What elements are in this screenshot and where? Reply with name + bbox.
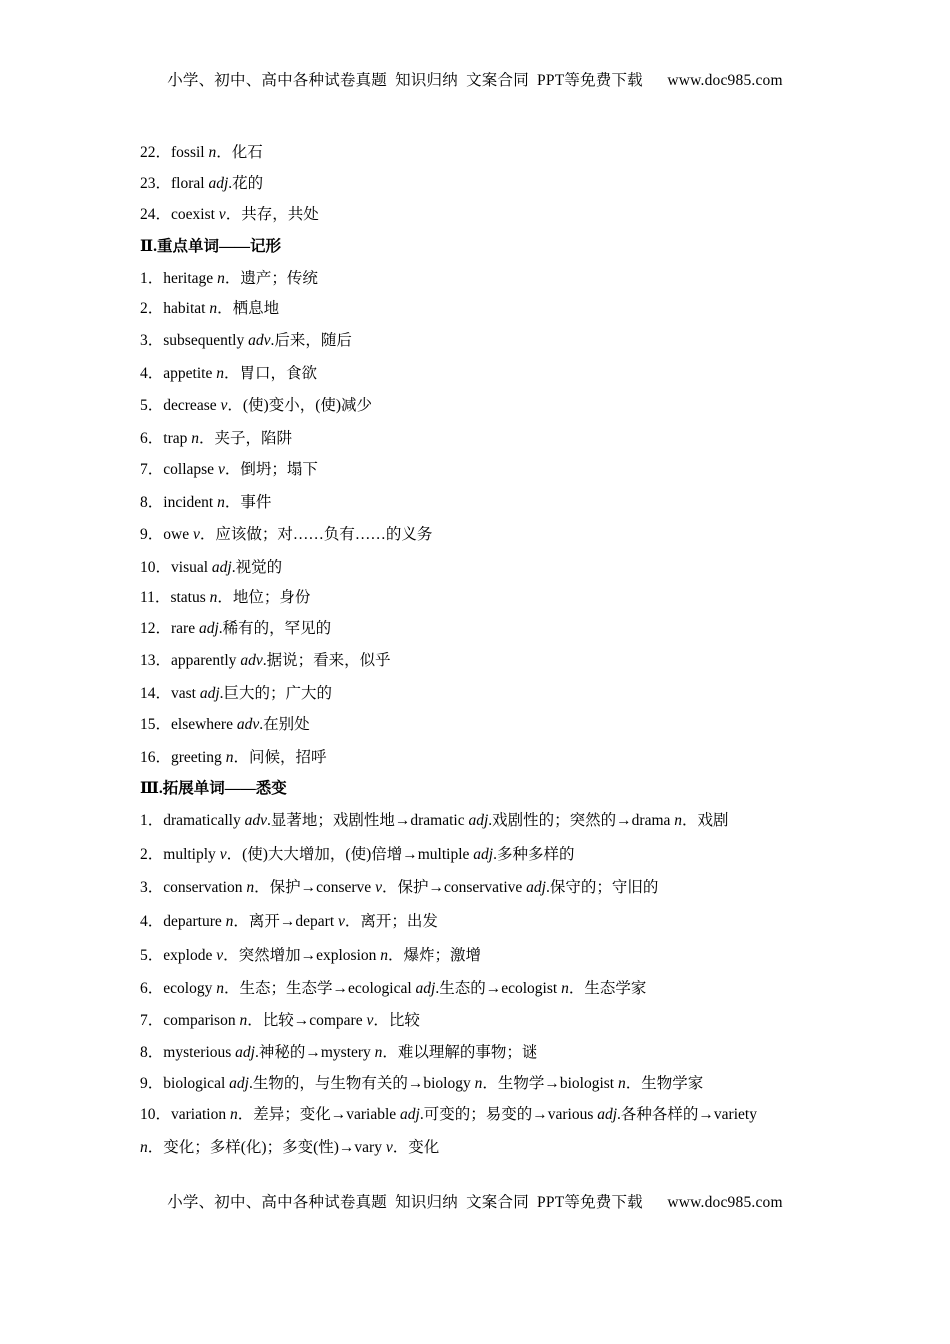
part-of-speech: n xyxy=(140,1139,148,1156)
entry-number: 14． xyxy=(140,685,172,702)
entry-text: .显著地；戏剧性地→dramatic xyxy=(267,812,469,829)
entry-separator: ． xyxy=(199,430,215,447)
part-of-speech: v xyxy=(217,461,225,478)
derivation-entry xyxy=(140,810,729,832)
part-of-speech: adj xyxy=(526,879,546,896)
part-of-speech: adv xyxy=(244,812,267,829)
part-of-speech: adj xyxy=(211,559,232,576)
part-of-speech: n xyxy=(374,1044,383,1061)
part-of-speech: adj xyxy=(199,685,220,702)
vocab-entry xyxy=(140,524,432,546)
section-heading xyxy=(140,236,281,258)
entry-text: ．保护→conservative xyxy=(381,879,527,896)
vocab-entry xyxy=(140,204,319,226)
entry-meaning: 倒坍；塌下 xyxy=(240,461,318,478)
vocab-entry xyxy=(140,298,279,320)
entry-text: .各种各样的→variety xyxy=(617,1106,757,1123)
part-of-speech: v xyxy=(192,526,200,543)
part-of-speech: n xyxy=(225,749,234,766)
entry-number: 5． xyxy=(140,397,164,414)
entry-separator: . xyxy=(231,559,236,576)
part-of-speech: adj xyxy=(468,812,489,829)
entry-number: 2． xyxy=(140,846,164,863)
entry-separator: . xyxy=(262,652,267,669)
vocab-entry xyxy=(140,618,331,640)
derivation-entry xyxy=(140,877,658,899)
entry-text: ．变化；多样(化)；多变(性)→vary xyxy=(147,1139,386,1156)
entry-text: ．(使)大大增加，(使)倍增→multiple xyxy=(226,846,474,863)
entry-text: ．保护→conserve xyxy=(254,879,376,896)
entry-separator: ． xyxy=(216,144,232,161)
entry-text: .保守的；守旧的 xyxy=(545,879,659,896)
entry-separator: ． xyxy=(223,365,240,382)
part-of-speech: n xyxy=(246,879,255,896)
entry-meaning: 视觉的 xyxy=(235,559,283,576)
entry-number: 3． xyxy=(140,879,164,896)
part-of-speech: n xyxy=(208,144,217,161)
page-footer xyxy=(0,1190,950,1212)
entry-word: heritage xyxy=(163,270,218,287)
part-of-speech: v xyxy=(218,206,226,223)
entry-meaning: 据说；看来，似乎 xyxy=(266,652,391,669)
entry-number: 10． xyxy=(140,1106,172,1123)
footer-site: www.doc985.com xyxy=(667,1194,783,1211)
entry-meaning: 问候，招呼 xyxy=(248,749,327,766)
entry-word: status xyxy=(170,589,210,606)
part-of-speech: adj xyxy=(235,1044,255,1061)
vocab-entry xyxy=(140,363,317,385)
entry-number: 24． xyxy=(140,206,172,223)
part-of-speech: n xyxy=(617,1075,626,1092)
entry-text: variation xyxy=(171,1106,230,1123)
entry-meaning: 后来，随后 xyxy=(274,332,352,349)
part-of-speech: n xyxy=(561,980,569,997)
entry-number: 22． xyxy=(140,144,172,161)
entry-number: 13． xyxy=(140,652,172,669)
footer-text: 小学、初中、高中各种试卷真题 知识归纳 文案合同 PPT等免费下载 xyxy=(167,1194,643,1211)
part-of-speech: v xyxy=(338,913,345,930)
entry-number: 7． xyxy=(140,1012,164,1029)
entry-meaning: 地位；身份 xyxy=(232,589,311,606)
entry-word: collapse xyxy=(163,461,218,478)
part-of-speech: v xyxy=(375,879,382,896)
part-of-speech: n xyxy=(209,300,218,317)
entry-text: ．离开→depart xyxy=(233,913,339,930)
vocab-entry xyxy=(140,747,326,769)
derivation-entry xyxy=(140,978,646,1000)
entry-text: ．比较→compare xyxy=(247,1012,367,1029)
entry-text: ．差异；变化→variable xyxy=(237,1106,401,1123)
derivation-entry-continued xyxy=(140,1137,439,1159)
part-of-speech: adj xyxy=(473,846,494,863)
vocab-entry xyxy=(140,142,263,164)
entry-text: ．生物学家 xyxy=(625,1075,704,1092)
entry-meaning: 巨大的；广大的 xyxy=(223,685,333,702)
part-of-speech: adv xyxy=(240,652,263,669)
entry-number: 4． xyxy=(140,365,164,382)
section-title: Ⅲ.拓展单词——悉变 xyxy=(140,780,287,797)
entry-text: explode xyxy=(163,947,217,964)
entry-number: 9． xyxy=(140,1075,164,1092)
header-site: www.doc985.com xyxy=(667,72,783,89)
entry-number: 1． xyxy=(140,812,164,829)
entry-meaning: 共存，共处 xyxy=(241,206,319,223)
entry-number: 7． xyxy=(140,461,164,478)
derivation-entry xyxy=(140,945,481,967)
entry-word: appetite xyxy=(163,365,217,382)
entry-separator: ． xyxy=(227,397,243,414)
entry-separator: ． xyxy=(225,206,242,223)
entry-separator: ． xyxy=(224,270,241,287)
entry-number: 8． xyxy=(140,494,164,511)
entry-number: 6． xyxy=(140,430,164,447)
part-of-speech: adj xyxy=(597,1106,618,1123)
entry-text: comparison xyxy=(163,1012,240,1029)
derivation-entry xyxy=(140,844,574,866)
entry-number: 12． xyxy=(140,620,172,637)
entry-text: .神秘的→mystery xyxy=(254,1044,375,1061)
entry-word: apparently xyxy=(171,652,241,669)
entry-text: .生物的，与生物有关的→biology xyxy=(248,1075,475,1092)
part-of-speech: n xyxy=(217,494,225,511)
entry-meaning: 事件 xyxy=(240,494,272,511)
entry-text: .可变的；易变的→various xyxy=(419,1106,598,1123)
part-of-speech: v xyxy=(385,1139,393,1156)
entry-word: visual xyxy=(171,559,212,576)
entry-word: coexist xyxy=(171,206,219,223)
entry-separator: ． xyxy=(224,494,241,511)
part-of-speech: adj xyxy=(229,1075,249,1092)
entry-word: incident xyxy=(163,494,218,511)
entry-word: owe xyxy=(163,526,193,543)
entry-separator: . xyxy=(259,716,264,733)
derivation-entry xyxy=(140,1104,757,1126)
entry-text: dramatically xyxy=(163,812,245,829)
vocab-entry xyxy=(140,587,310,609)
entry-number: 2． xyxy=(140,300,164,317)
derivation-entry xyxy=(140,911,438,933)
vocab-entry xyxy=(140,683,332,705)
entry-separator: . xyxy=(228,175,233,192)
vocab-entry xyxy=(140,714,310,736)
entry-separator: ． xyxy=(224,461,241,478)
vocab-entry xyxy=(140,330,352,352)
entry-meaning: 在别处 xyxy=(263,716,310,733)
part-of-speech: v xyxy=(216,947,224,964)
entry-meaning: 胃口，食欲 xyxy=(239,365,317,382)
entry-separator: ． xyxy=(199,526,216,543)
entry-word: subsequently xyxy=(163,332,249,349)
part-of-speech: n xyxy=(191,430,199,447)
part-of-speech: n xyxy=(225,913,234,930)
entry-word: greeting xyxy=(171,749,226,766)
part-of-speech: adj xyxy=(198,620,219,637)
entry-number: 11． xyxy=(140,589,171,606)
derivation-entry xyxy=(140,1073,703,1095)
entry-text: ．离开；出发 xyxy=(344,913,438,930)
vocab-entry xyxy=(140,173,263,195)
header-text: 小学、初中、高中各种试卷真题 知识归纳 文案合同 PPT等免费下载 xyxy=(167,72,643,89)
entry-number: 23． xyxy=(140,175,172,192)
entry-number: 3． xyxy=(140,332,164,349)
entry-separator: . xyxy=(218,620,223,637)
entry-text: ．生态；生态学→ecological xyxy=(223,980,416,997)
vocab-entry xyxy=(140,268,318,290)
entry-word: decrease xyxy=(163,397,221,414)
entry-meaning: 化石 xyxy=(231,144,263,161)
derivation-entry xyxy=(140,1042,537,1064)
part-of-speech: n xyxy=(674,812,683,829)
entry-meaning: 夹子，陷阱 xyxy=(214,430,293,447)
entry-text: ．戏剧 xyxy=(682,812,729,829)
entry-text: .多种多样的 xyxy=(493,846,575,863)
entry-number: 6． xyxy=(140,980,164,997)
entry-word: vast xyxy=(171,685,200,702)
entry-word: rare xyxy=(171,620,199,637)
entry-separator: ． xyxy=(217,589,233,606)
vocab-entry xyxy=(140,557,282,579)
entry-number: 1． xyxy=(140,270,164,287)
entry-meaning: 稀有的，罕见的 xyxy=(222,620,332,637)
section-title: Ⅱ.重点单词——记形 xyxy=(140,238,281,255)
part-of-speech: n xyxy=(380,947,389,964)
entry-text: ecology xyxy=(163,980,217,997)
entry-word: floral xyxy=(171,175,209,192)
entry-number: 15． xyxy=(140,716,172,733)
part-of-speech: n xyxy=(217,270,225,287)
entry-number: 8． xyxy=(140,1044,164,1061)
part-of-speech: adj xyxy=(415,980,436,997)
entry-number: 9． xyxy=(140,526,164,543)
entry-text: ．爆炸；激增 xyxy=(388,947,482,964)
entry-word: habitat xyxy=(163,300,210,317)
part-of-speech: adv xyxy=(236,716,260,733)
entry-text: mysterious xyxy=(163,1044,236,1061)
entry-text: conservation xyxy=(163,879,247,896)
vocab-entry xyxy=(140,459,318,481)
entry-text: biological xyxy=(163,1075,230,1092)
part-of-speech: v xyxy=(220,397,228,414)
entry-meaning: 应该做；对……负有……的义务 xyxy=(215,526,433,543)
entry-separator: ． xyxy=(233,749,249,766)
entry-meaning: 花的 xyxy=(232,175,264,192)
entry-number: 10． xyxy=(140,559,172,576)
part-of-speech: v xyxy=(366,1012,374,1029)
entry-separator: . xyxy=(270,332,275,349)
part-of-speech: n xyxy=(239,1012,248,1029)
page-header xyxy=(0,68,950,90)
entry-text: ．比较 xyxy=(373,1012,420,1029)
part-of-speech: n xyxy=(229,1106,238,1123)
entry-number: 5． xyxy=(140,947,164,964)
vocab-entry xyxy=(140,492,271,514)
section-heading xyxy=(140,778,287,800)
entry-meaning: 栖息地 xyxy=(232,300,280,317)
entry-word: trap xyxy=(163,430,192,447)
entry-meaning: 遗产；传统 xyxy=(240,270,318,287)
entry-number: 4． xyxy=(140,913,164,930)
entry-text: ．生物学→biologist xyxy=(482,1075,618,1092)
entry-number: 16． xyxy=(140,749,172,766)
part-of-speech: n xyxy=(209,589,218,606)
part-of-speech: adj xyxy=(208,175,229,192)
entry-text: ．突然增加→explosion xyxy=(223,947,381,964)
part-of-speech: n xyxy=(216,980,224,997)
entry-text: ．生态学家 xyxy=(568,980,647,997)
entry-word: fossil xyxy=(171,144,209,161)
entry-text: ．难以理解的事物；谜 xyxy=(382,1044,538,1061)
vocab-entry xyxy=(140,428,292,450)
entry-text: multiply xyxy=(163,846,220,863)
derivation-entry xyxy=(140,1010,420,1032)
entry-text: departure xyxy=(163,913,226,930)
entry-text: ．变化 xyxy=(392,1139,440,1156)
entry-text: .戏剧性的；突然的→drama xyxy=(488,812,675,829)
entry-text: .生态的→ecologist xyxy=(435,980,562,997)
entry-meaning: (使)变小，(使)减少 xyxy=(242,397,373,414)
part-of-speech: n xyxy=(474,1075,483,1092)
entry-separator: . xyxy=(219,685,224,702)
vocab-entry xyxy=(140,650,391,672)
part-of-speech: adj xyxy=(400,1106,420,1123)
part-of-speech: n xyxy=(216,365,224,382)
part-of-speech: v xyxy=(219,846,227,863)
entry-separator: ． xyxy=(217,300,233,317)
part-of-speech: adv xyxy=(248,332,271,349)
entry-word: elsewhere xyxy=(171,716,237,733)
vocab-entry xyxy=(140,395,372,417)
